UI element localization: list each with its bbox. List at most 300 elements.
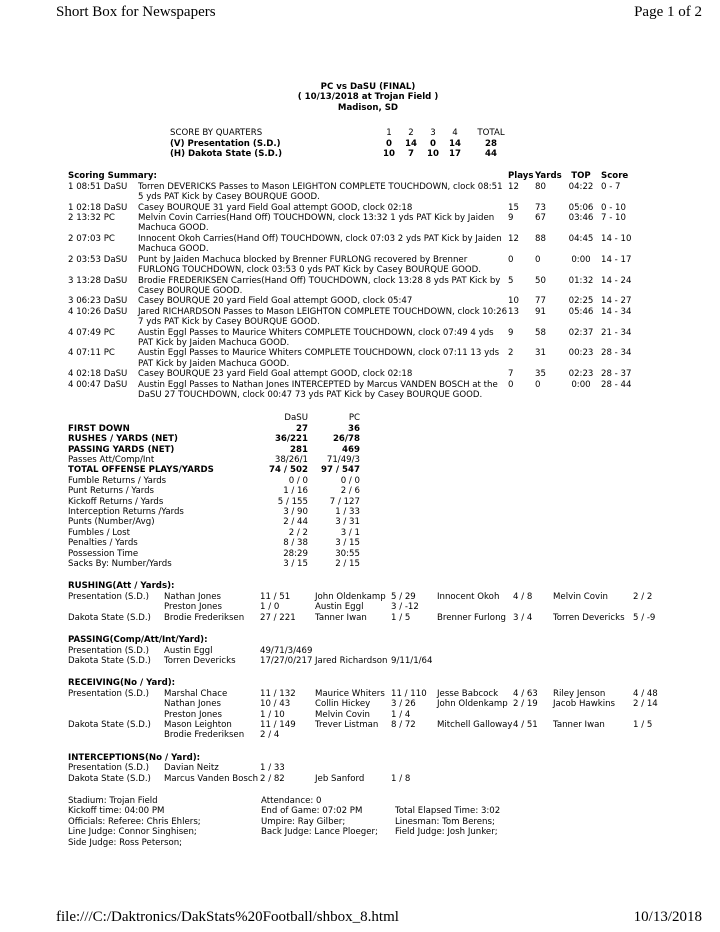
rushing-row-cell: Presentation (S.D.) — [68, 591, 149, 602]
stat-label: Possession Time — [68, 548, 139, 559]
stat-label: Sacks By: Number/Yards — [68, 559, 172, 570]
game-info-row — [68, 817, 545, 827]
scoring-description: Casey BOURQUE 23 yard Field Goal attempt GOOD, clock 02:18 — [138, 369, 413, 380]
scoring-top: 02:37 — [568, 327, 594, 338]
scoring-quarter: 1 — [68, 202, 74, 213]
scoring-clock-cell — [68, 276, 138, 297]
quarter-score: 17 — [449, 149, 461, 160]
receiving-row-cell: Riley Jenson — [553, 688, 606, 699]
receiving-row-cell: Nathan Jones — [164, 699, 221, 710]
team-stats-row — [68, 528, 360, 538]
scoring-clock-cell — [68, 369, 138, 379]
scoring-team: DaSU — [103, 306, 128, 317]
receiving-row-cell: 4 / 51 — [513, 719, 538, 730]
passing-row-cell — [391, 646, 451, 656]
scoring-quarter: 4 — [68, 327, 74, 338]
scoring-yards: 73 — [535, 202, 546, 213]
box-score-document — [68, 82, 668, 848]
quarter-header: 2 — [408, 128, 414, 139]
rushing-row-cell — [553, 602, 633, 612]
passing-row — [68, 656, 451, 666]
scoring-description: Casey BOURQUE 20 yard Field Goal attempt GOOD, clock 05:47 — [138, 296, 413, 307]
receiving-row-cell: Dakota State (S.D.) — [68, 719, 151, 730]
passing-row-cell: Austin Eggl — [164, 645, 213, 656]
total-score: 44 — [485, 149, 497, 160]
quarter-score: 14 — [405, 138, 417, 149]
scoring-score: 0 - 7 — [601, 181, 621, 192]
scoring-row — [68, 307, 668, 328]
top-header: TOP — [571, 171, 591, 182]
rushing-row-cell: 2 / 2 — [633, 591, 653, 602]
stat-value-dasu: 2 / 44 — [283, 517, 308, 528]
rushing-row-cell: 1 / 5 — [391, 612, 411, 623]
passing-row-cell: Presentation (S.D.) — [68, 645, 149, 656]
stat-value-pc: 30:55 — [335, 548, 360, 559]
scoring-plays: 9 — [508, 327, 514, 338]
scoring-description: Torren DEVERICKS Passes to Mason LEIGHTON COMPLETE TOUCHDOWN, clock 08:51 5 yds PAT Kick by Casey BOURQUE GOOD. — [138, 181, 503, 203]
receiving-row-cell: 1 / 4 — [391, 709, 411, 720]
scoring-time: 07:11 — [76, 348, 101, 359]
team-stats-table — [68, 413, 360, 569]
scoring-plays: 12 — [508, 181, 519, 192]
receiving-row-cell: 2 / 4 — [260, 730, 280, 741]
scoring-description: Jared RICHARDSON Passes to Mason LEIGHTON COMPLETE TOUCHDOWN, clock 10:26 7 yds PAT Kick by Casey BOURQUE GOOD. — [138, 306, 508, 328]
game-info-row — [68, 796, 545, 806]
scoring-yards: 0 — [535, 379, 541, 390]
game-info-row — [68, 827, 545, 837]
scoring-plays: 13 — [508, 306, 519, 317]
scoring-top: 04:22 — [568, 181, 594, 192]
stat-value-pc: 36 — [348, 423, 360, 434]
scoring-score: 14 - 27 — [601, 296, 632, 307]
receiving-row-cell — [513, 710, 553, 720]
rushing-section-title: RUSHING(Att / Yards): — [68, 581, 175, 592]
scoring-clock-cell — [68, 307, 138, 328]
rushing-row — [68, 613, 668, 623]
game-info-row-cell: Attendance: 0 — [261, 795, 322, 806]
scoring-team: PC — [103, 327, 115, 338]
game-info-row-cell: Stadium: Trojan Field — [68, 795, 158, 806]
stat-value-dasu: 38/26/1 — [274, 455, 308, 465]
quarter-header: 1 — [386, 128, 392, 139]
team-stats-row — [68, 559, 360, 569]
scoring-quarter: 4 — [68, 348, 74, 359]
scoring-team: DaSU — [103, 254, 128, 265]
scoring-team: PC — [103, 233, 115, 244]
stat-value-dasu: 2 / 2 — [288, 527, 308, 538]
scoring-clock-cell — [68, 328, 138, 349]
receiving-row-cell — [633, 710, 668, 720]
scoring-description: Melvin Covin Carries(Hand Off) TOUCHDOWN, clock 13:32 1 yds PAT Kick by Jaiden Machuca GOOD. — [138, 213, 495, 234]
scoring-time: 00:47 — [76, 379, 101, 390]
receiving-row-cell — [513, 730, 553, 740]
scoring-description: Casey BOURQUE 31 yard Field Goal attempt GOOD, clock 02:18 — [138, 202, 413, 213]
scoring-row — [68, 328, 668, 349]
scoring-quarter: 2 — [68, 254, 74, 265]
scoring-row — [68, 380, 668, 401]
team-stats-row — [68, 424, 360, 434]
team-stats-row — [68, 445, 360, 455]
scoring-team: PC — [103, 348, 115, 359]
game-info-row-cell: Field Judge: Josh Junker; — [395, 827, 498, 838]
receiving-row-cell — [553, 730, 633, 740]
scoring-yards: 50 — [535, 275, 546, 286]
team-stats-row — [68, 507, 360, 517]
scoring-team: DaSU — [103, 181, 128, 192]
quarter-score: 14 — [449, 138, 461, 149]
rushing-row-cell: Tanner Iwan — [315, 612, 367, 623]
stat-value-dasu: 3 / 15 — [283, 559, 308, 570]
interception-row-cell: Presentation (S.D.) — [68, 763, 149, 774]
stat-value-dasu: 1 / 16 — [283, 486, 308, 497]
scoring-team: DaSU — [103, 296, 128, 307]
scoring-plays: 0 — [508, 254, 514, 265]
rushing-row-cell: 5 / 29 — [391, 591, 416, 602]
scoring-team: DaSU — [103, 369, 128, 380]
stat-value-pc: 7 / 127 — [329, 496, 360, 507]
receiving-row — [68, 730, 668, 740]
scoring-top: 0:00 — [571, 254, 591, 265]
receiving-row-cell — [633, 730, 668, 740]
scoring-score: 7 - 10 — [601, 213, 626, 224]
receiving-row — [68, 710, 668, 720]
scoring-row — [68, 182, 668, 203]
scoring-yards: 91 — [535, 306, 546, 317]
scoring-description: Innocent Okoh Carries(Hand Off) TOUCHDOWN, clock 07:03 2 yds PAT Kick by Jaiden Machuca GOOD. — [138, 233, 502, 255]
stat-value-dasu: 3 / 90 — [283, 507, 308, 518]
receiving-row-cell: 4 / 63 — [513, 688, 538, 699]
quarter-score: 7 — [408, 149, 414, 160]
scoring-yards: 77 — [535, 296, 546, 307]
page-footer-date: 10/13/2018 — [633, 909, 702, 925]
scoring-top: 01:32 — [568, 275, 594, 286]
score-by-quarters-table — [170, 128, 516, 159]
scoring-quarter: 4 — [68, 306, 74, 317]
yards-header: Yards — [535, 171, 562, 182]
game-info-row-cell: Kickoff time: 04:00 PM — [68, 806, 165, 817]
scoring-quarter: 2 — [68, 233, 74, 244]
stat-label: RUSHES / YARDS (NET) — [68, 434, 178, 445]
game-info-row-cell: Officials: Referee: Chris Ehlers; — [68, 816, 201, 827]
game-info-table — [68, 796, 545, 848]
scoring-yards: 35 — [535, 369, 546, 380]
scoring-top: 05:06 — [568, 202, 594, 213]
receiving-row-cell — [68, 730, 164, 740]
receiving-row-cell: Trever Listman — [315, 719, 379, 730]
scoring-quarter: 3 — [68, 296, 74, 307]
rushing-row-cell: 11 / 51 — [260, 591, 291, 602]
rushing-row-cell: John Oldenkamp — [315, 591, 386, 602]
game-info-row-cell: Back Judge: Lance Ploeger; — [261, 827, 378, 838]
team-stats-row — [68, 497, 360, 507]
scoring-row — [68, 213, 668, 234]
rushing-row-cell: Preston Jones — [164, 602, 222, 613]
scoring-yards: 0 — [535, 254, 541, 265]
stat-label: Interception Returns /Yards — [68, 507, 184, 518]
scoring-score: 14 - 10 — [601, 233, 632, 244]
scoring-top: 04:45 — [568, 233, 594, 244]
scoring-top: 02:25 — [568, 296, 594, 307]
receiving-row-cell — [68, 699, 164, 709]
scoring-time: 02:18 — [76, 202, 101, 213]
scoring-summary-table — [68, 171, 668, 400]
scoring-score: 14 - 17 — [601, 254, 632, 265]
scoring-time: 13:28 — [76, 275, 101, 286]
passing-row-cell: 9/11/1/64 — [391, 655, 433, 666]
score-by-quarters-label: SCORE BY QUARTERS — [170, 128, 263, 139]
passing-row-cell: Torren Devericks — [164, 655, 236, 666]
team-name: (V) Presentation (S.D.) — [170, 138, 281, 149]
scoring-row — [68, 296, 668, 306]
stat-value-dasu: 74 / 502 — [268, 465, 308, 476]
scoring-plays: 9 — [508, 213, 514, 224]
rushing-row-cell: 5 / -9 — [633, 612, 656, 623]
quarter-header: 4 — [452, 128, 458, 139]
scoring-team: DaSU — [103, 202, 128, 213]
rushing-row-cell: Melvin Covin — [553, 591, 608, 602]
receiving-table — [68, 689, 668, 741]
quarter-score: 0 — [386, 138, 392, 149]
team-stats-header-row — [68, 413, 360, 423]
scoring-top: 03:46 — [568, 213, 594, 224]
game-info-row — [68, 806, 545, 816]
scoring-description: Austin Eggl Passes to Maurice Whiters COMPLETE TOUCHDOWN, clock 07:49 4 yds PAT Kick by Jaiden Machuca GOOD. — [138, 327, 494, 348]
page-footer-path: file:///C:/Daktronics/DakStats%20Football/shbox_8.html — [56, 909, 399, 925]
scoring-quarter: 3 — [68, 275, 74, 286]
quarter-score: 0 — [430, 138, 436, 149]
rushing-row-cell — [437, 602, 513, 612]
scoring-time: 08:51 — [76, 181, 101, 192]
rushing-row-cell: Dakota State (S.D.) — [68, 612, 151, 623]
stat-value-pc: 97 / 547 — [320, 465, 360, 476]
team-stats-row — [68, 465, 360, 475]
rushing-row-cell: 4 / 8 — [513, 591, 533, 602]
rushing-row-cell — [68, 602, 164, 612]
scoring-yards: 88 — [535, 233, 546, 244]
game-info-row-cell: Linesman: Tom Berens; — [395, 816, 495, 827]
rushing-row-cell: Innocent Okoh — [437, 591, 500, 602]
receiving-row-cell — [437, 710, 513, 720]
receiving-row-cell: Marshal Chace — [164, 688, 228, 699]
team-header-dasu: DaSU — [284, 413, 308, 424]
receiving-row-cell: 11 / 110 — [391, 688, 427, 699]
scoring-description: Punt by Jaiden Machuca blocked by Brenner FURLONG recovered by Brenner FURLONG TOUCHDOWN, clock 03:53 0 yds PAT Kick by Casey BOURQUE GOOD. — [138, 254, 481, 276]
stat-value-pc: 2 / 15 — [335, 559, 360, 570]
receiving-row — [68, 720, 668, 730]
receiving-row-cell: Melvin Covin — [315, 709, 370, 720]
game-info-row-cell — [395, 838, 545, 848]
receiving-row-cell: 2 / 19 — [513, 699, 538, 710]
interception-row-cell: Marcus Vanden Bosch — [164, 773, 259, 784]
passing-row-cell: Jared Richardson — [315, 655, 388, 666]
scoring-score: 28 - 44 — [601, 379, 632, 390]
receiving-row-cell: Jacob Hawkins — [553, 699, 616, 710]
rushing-row-cell: 27 / 221 — [260, 612, 296, 623]
game-info-row-cell — [395, 796, 545, 806]
page-header-number: Page 1 of 2 — [634, 4, 702, 20]
passing-row-cell: 17/27/0/217 — [260, 655, 313, 666]
stat-value-dasu: 36/221 — [274, 434, 308, 445]
receiving-row-cell: Brodie Frederiksen — [164, 730, 245, 741]
rushing-row-cell — [513, 602, 553, 612]
stat-value-dasu: 28:29 — [283, 548, 308, 559]
game-date-line: ( 10/13/2018 at Trojan Field ) — [297, 92, 439, 103]
interception-row-cell: Jeb Sanford — [315, 773, 365, 784]
scoring-clock-cell — [68, 203, 138, 213]
scoring-header-row — [68, 171, 668, 181]
scoring-time: 06:23 — [76, 296, 101, 307]
scoring-top: 05:46 — [568, 306, 594, 317]
rushing-row-cell: 3 / -12 — [391, 602, 419, 613]
stat-value-pc: 2 / 6 — [340, 486, 360, 497]
stat-label: TOTAL OFFENSE PLAYS/YARDS — [68, 465, 214, 476]
scoring-plays: 0 — [508, 379, 514, 390]
scoring-row — [68, 234, 668, 255]
stat-label: Punt Returns / Yards — [68, 486, 155, 497]
scoring-row — [68, 203, 668, 213]
scoring-time: 10:26 — [76, 306, 101, 317]
rushing-row-cell: Brodie Frederiksen — [164, 612, 245, 623]
passing-row — [68, 646, 451, 656]
game-info-row-cell: Umpire: Ray Gilber; — [261, 816, 346, 827]
scoring-score: 21 - 34 — [601, 327, 632, 338]
receiving-row-cell: 2 / 14 — [633, 699, 658, 710]
team-header-pc: PC — [348, 413, 360, 424]
interception-row — [68, 774, 437, 784]
scoring-plays: 2 — [508, 348, 514, 359]
scoring-clock-cell — [68, 213, 138, 234]
scoring-row — [68, 348, 668, 369]
interception-row-cell — [315, 763, 391, 773]
scoring-row — [68, 255, 668, 276]
receiving-row-cell: 11 / 132 — [260, 688, 296, 699]
scoring-top: 0:00 — [571, 379, 591, 390]
rushing-row-cell: Brenner Furlong — [437, 612, 506, 623]
receiving-row-cell: Preston Jones — [164, 709, 222, 720]
receiving-row-cell: Maurice Whiters — [315, 688, 385, 699]
receiving-row-cell: Tanner Iwan — [553, 719, 605, 730]
receiving-row-cell: Mason Leighton — [164, 719, 232, 730]
scoring-clock-cell — [68, 234, 138, 255]
total-header: TOTAL — [477, 128, 505, 139]
quarter-score: 10 — [427, 149, 439, 160]
receiving-row-cell — [437, 730, 513, 740]
team-stats-row — [68, 538, 360, 548]
game-info-row-cell — [261, 838, 395, 848]
passing-section-title: PASSING(Comp/Att/Int/Yard): — [68, 635, 208, 646]
stat-label: Kickoff Returns / Yards — [68, 496, 164, 507]
stat-value-pc: 26/78 — [332, 434, 360, 445]
scoring-score: 14 - 24 — [601, 275, 632, 286]
scoring-score: 28 - 37 — [601, 369, 632, 380]
rushing-table — [68, 592, 668, 623]
receiving-row-cell: Collin Hickey — [315, 699, 371, 710]
receiving-row-cell: Jesse Babcock — [437, 688, 499, 699]
receiving-row-cell: John Oldenkamp — [437, 699, 508, 710]
scoring-clock-cell — [68, 255, 138, 276]
team-stats-row — [68, 517, 360, 527]
scoring-description: Austin Eggl Passes to Nathan Jones INTERCEPTED by Marcus VANDEN BOSCH at the DaSU 27 TOUCHDOWN, clock 00:47 73 yds PAT Kick by Casey BOURQUE GOOD. — [138, 379, 498, 400]
game-info-row — [68, 838, 545, 848]
stat-value-pc: 3 / 15 — [335, 538, 360, 549]
passing-table — [68, 646, 451, 667]
scoring-clock-cell — [68, 296, 138, 306]
game-location: Madison, SD — [337, 102, 399, 113]
scoring-time: 13:32 — [76, 213, 101, 224]
stat-value-pc: 71/49/3 — [326, 455, 360, 465]
stat-label: FIRST DOWN — [68, 423, 130, 434]
interception-row-cell: 1 / 8 — [391, 773, 411, 784]
rushing-row-cell — [633, 602, 668, 612]
scoring-team: DaSU — [103, 275, 128, 286]
stat-label: Passes Att/Comp/Int — [68, 455, 155, 465]
scoring-plays: 5 — [508, 275, 514, 286]
receiving-row-cell: 3 / 26 — [391, 699, 416, 710]
total-score: 28 — [485, 138, 497, 149]
team-stats-row — [68, 434, 360, 444]
scoring-plays: 7 — [508, 369, 514, 380]
score-header: Score — [601, 171, 629, 182]
receiving-row-cell — [315, 730, 391, 740]
receiving-row-cell — [391, 730, 437, 740]
receiving-row — [68, 699, 668, 709]
scoring-description: Austin Eggl Passes to Maurice Whiters COMPLETE TOUCHDOWN, clock 07:11 13 yds PAT Kick by Jaiden Machuca GOOD. — [138, 348, 500, 369]
scoring-yards: 31 — [535, 348, 546, 359]
receiving-row-cell: Mitchell Galloway — [437, 719, 513, 730]
stat-label: Fumble Returns / Yards — [68, 475, 167, 486]
interception-row-cell: Davian Neitz — [164, 763, 219, 774]
receiving-row-cell: 4 / 48 — [633, 688, 658, 699]
passing-row-cell: 49/71/3/469 — [260, 645, 313, 656]
passing-row-cell — [315, 646, 391, 656]
receiving-row-cell: Presentation (S.D.) — [68, 688, 149, 699]
scoring-time: 02:18 — [76, 369, 101, 380]
scoring-plays: 15 — [508, 202, 519, 213]
stat-label: Punts (Number/Avg) — [68, 517, 155, 528]
page-header-title: Short Box for Newspapers — [56, 4, 216, 20]
interception-row — [68, 763, 437, 773]
scoring-clock-cell — [68, 380, 138, 401]
receiving-row — [68, 689, 668, 699]
game-title: PC vs DaSU (FINAL) — [320, 82, 416, 92]
stat-value-dasu: 0 / 0 — [288, 475, 308, 486]
interception-row-cell — [391, 763, 437, 773]
team-stats-row — [68, 549, 360, 559]
scoring-plays: 12 — [508, 233, 519, 244]
rushing-row-cell: Austin Eggl — [315, 602, 364, 613]
scoring-row — [68, 276, 668, 297]
scoring-top: 02:23 — [568, 369, 594, 380]
scoring-score: 28 - 34 — [601, 348, 632, 359]
team-stats-row — [68, 476, 360, 486]
interceptions-table — [68, 763, 437, 784]
stat-value-dasu: 27 — [296, 423, 308, 434]
interception-row-cell: 2 / 82 — [260, 773, 285, 784]
stat-value-dasu: 5 / 155 — [277, 496, 308, 507]
quarter-score: 10 — [383, 149, 395, 160]
team-name: (H) Dakota State (S.D.) — [170, 149, 282, 160]
team-score-row — [170, 149, 516, 159]
receiving-row-cell: 11 / 149 — [260, 719, 296, 730]
receiving-row-cell — [553, 710, 633, 720]
stat-value-pc: 3 / 31 — [335, 517, 360, 528]
stat-value-dasu: 8 / 38 — [283, 538, 308, 549]
receiving-section-title: RECEIVING(No / Yard): — [68, 678, 176, 689]
stat-value-pc: 469 — [342, 444, 360, 455]
team-score-row — [170, 139, 516, 149]
scoring-team: DaSU — [103, 379, 128, 390]
passing-row-cell: Dakota State (S.D.) — [68, 655, 151, 666]
